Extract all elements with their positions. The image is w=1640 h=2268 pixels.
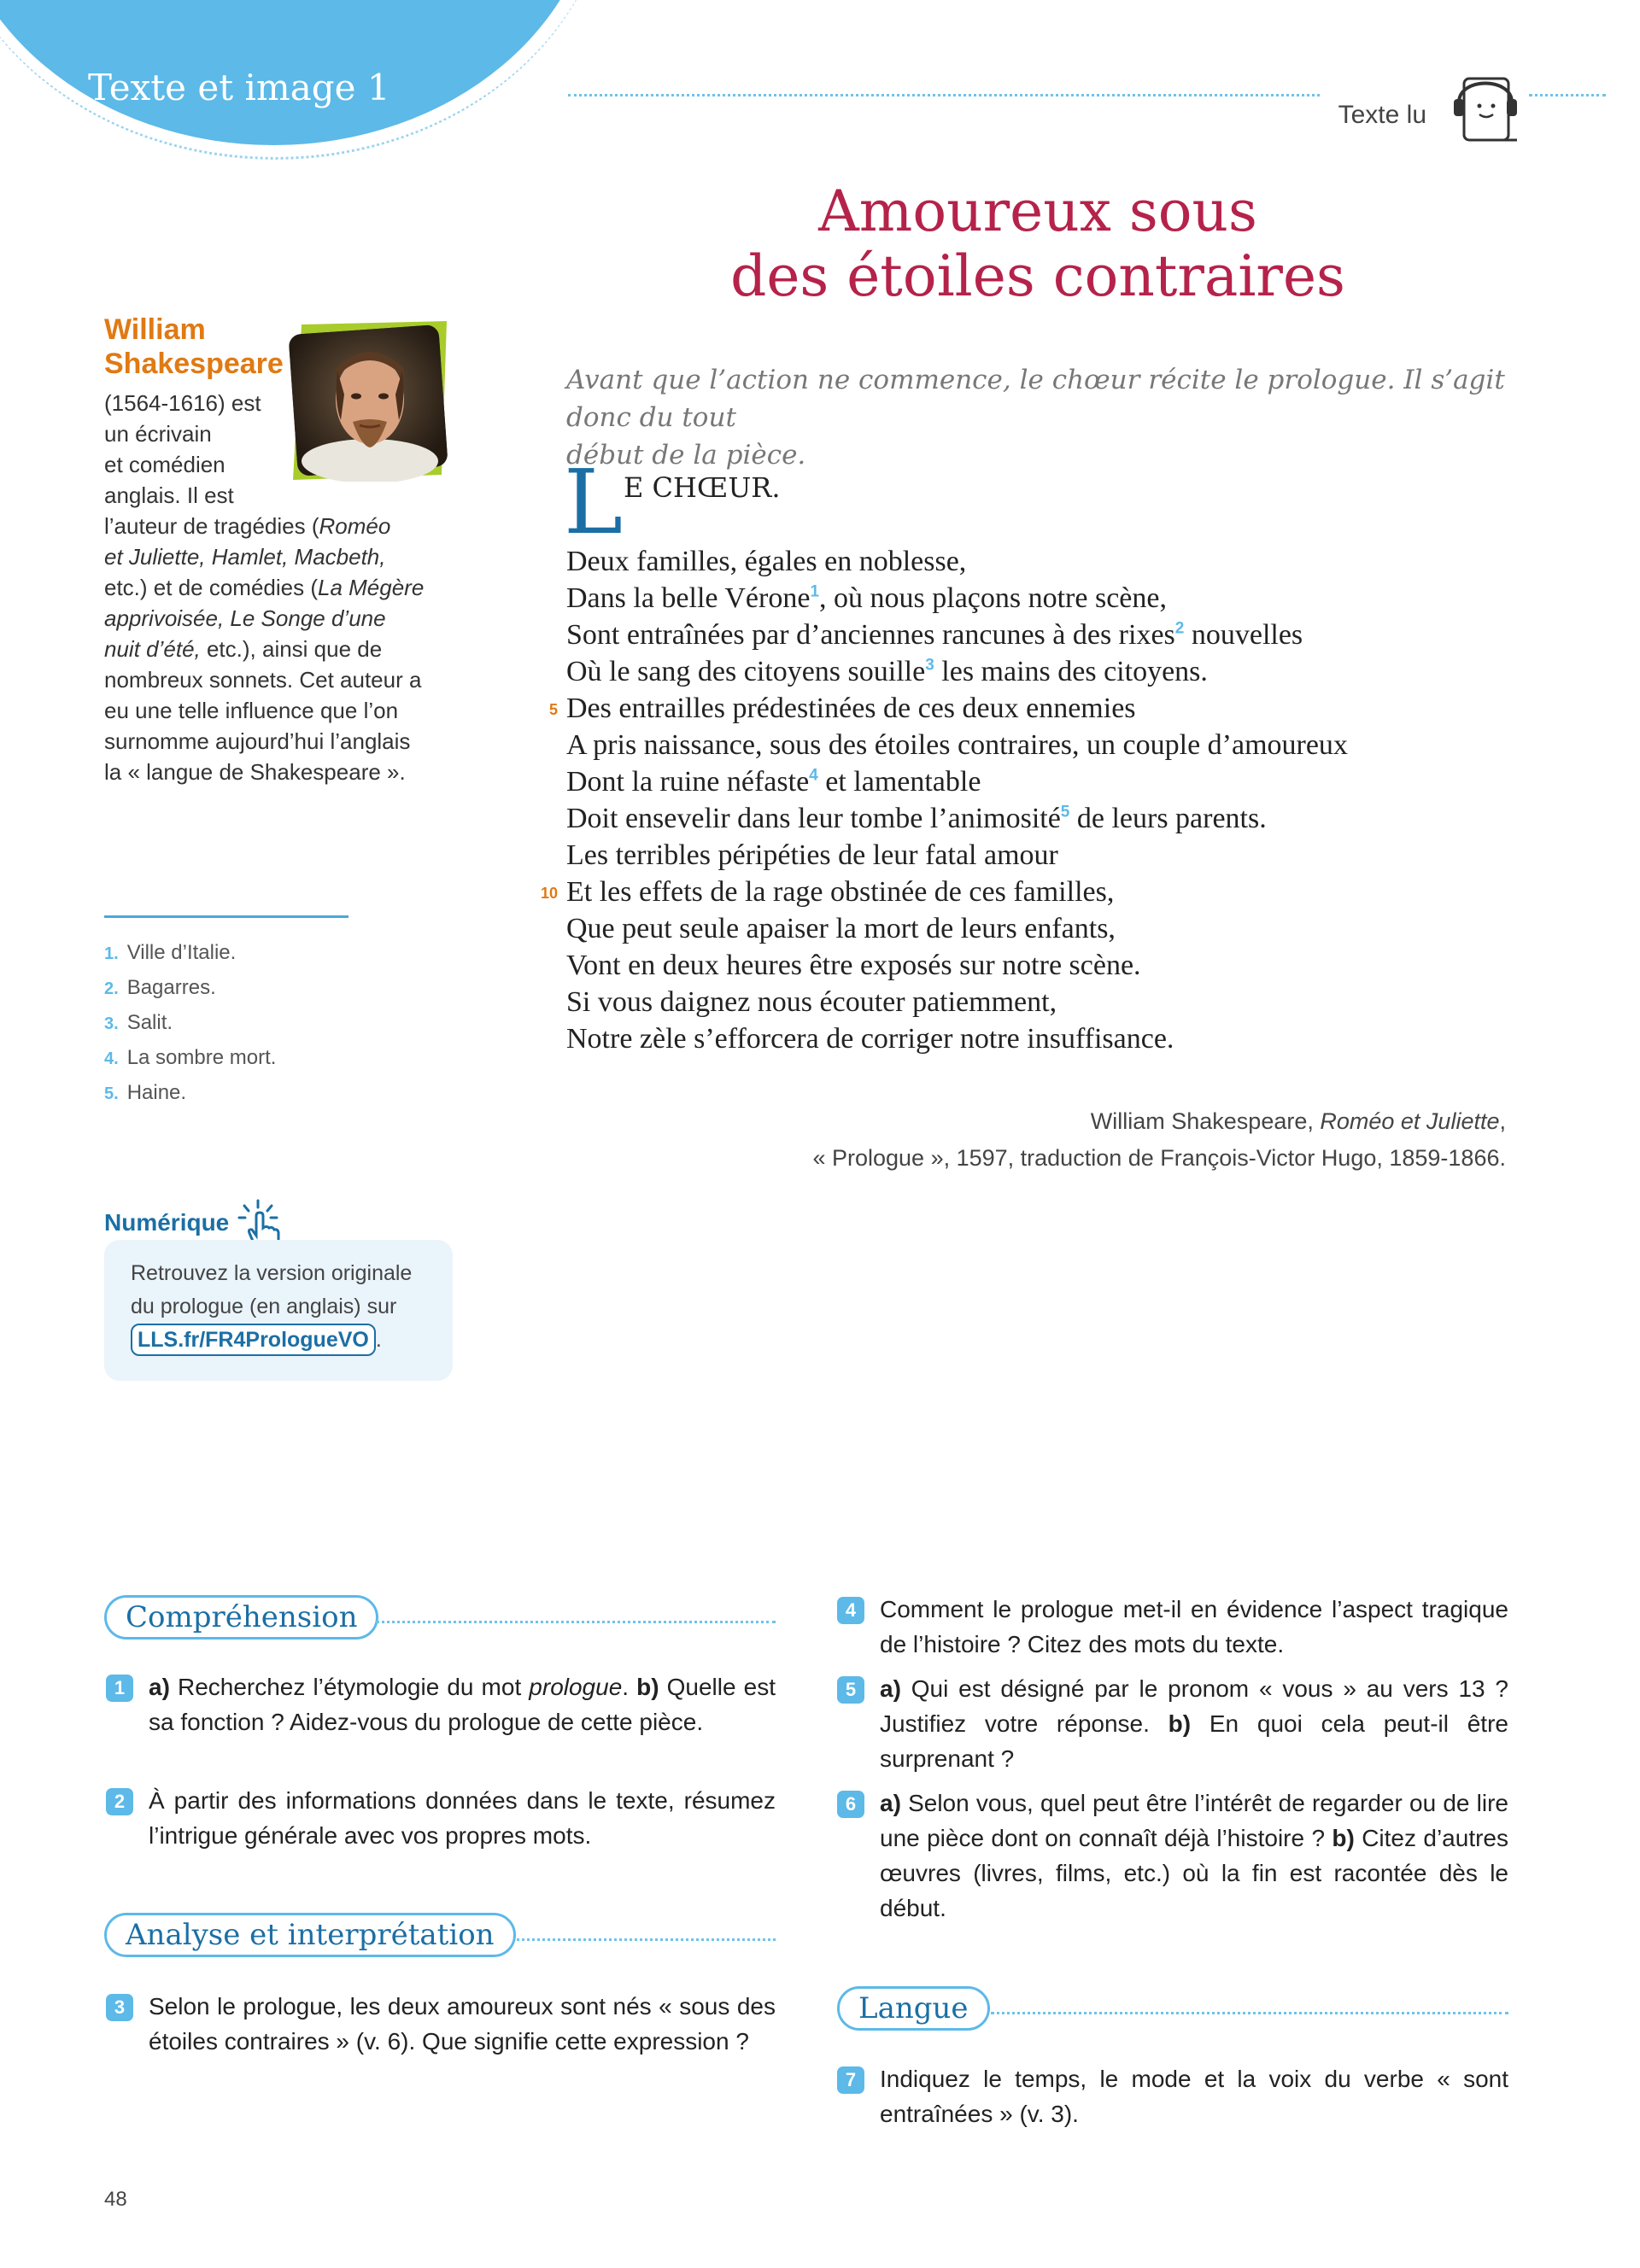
verse-line (566, 1020, 1348, 1057)
verse-line (548, 690, 1348, 727)
verse-line (566, 837, 1348, 874)
footnote-item (104, 1076, 276, 1111)
numerique-line (131, 1324, 438, 1357)
audio-label[interactable]: Texte lu (1338, 101, 1426, 129)
footnotes-divider (104, 915, 348, 918)
question-4 (845, 1592, 1508, 1662)
numerique-link[interactable]: LLS.fr/FR4PrologueVO (131, 1324, 376, 1356)
verse-text: Notre zèle s’efforcera de corriger notre insuffisance. (566, 1023, 1174, 1055)
footnote-number: 5. (104, 1084, 119, 1103)
verse-line (566, 617, 1348, 653)
footnote-text: Salit. (126, 1011, 173, 1034)
question-3 (114, 1989, 776, 2059)
footnote-item (104, 1006, 276, 1041)
question-part-label: b) (636, 1674, 659, 1700)
bio-line: la « langue de Shakespeare ». (104, 759, 406, 785)
source-text: , (1499, 1108, 1506, 1134)
footnote-item (104, 936, 276, 971)
section-analyse: Analyse et interprétation (104, 1913, 516, 1957)
author-first-name: William (104, 313, 206, 346)
footnote-text: Ville d’Italie. (126, 941, 237, 964)
section-dotted-line (991, 2012, 1508, 2014)
question-text: Recherchez l’étymologie du mot (169, 1674, 530, 1700)
question-text: Qui est désigné par le pronom « vous » au vers 13 ? Justifiez votre réponse. (880, 1675, 1508, 1737)
verse-text: les mains des citoyens. (934, 656, 1208, 687)
bio-text: etc.) et de comédies ( (104, 575, 318, 600)
bio-line (104, 541, 446, 572)
verse-line (566, 984, 1348, 1020)
title-line-1: Amoureux sous (818, 178, 1257, 244)
verse-text: Que peut seule apaiser la mort de leurs enfants, (566, 913, 1116, 944)
verse-line (566, 580, 1348, 617)
question-text: En quoi cela peut-il être surprenant ? (880, 1710, 1508, 1772)
footnote-ref[interactable]: 1 (810, 582, 820, 601)
footnote-ref[interactable]: 5 (1060, 803, 1070, 821)
footnotes-list (104, 936, 276, 1111)
verse-text: , où nous plaçons notre scène, (819, 582, 1167, 614)
question-number: 3 (106, 1994, 133, 2021)
bio-line: (1564-1616) est (104, 390, 261, 416)
intro-line: Avant que l’action ne commence, le chœur récite le prologue. Il s’agit donc du tout (566, 365, 1505, 433)
bio-text: l’auteur de tragédies ( (104, 513, 319, 539)
footnote-text: Bagarres. (126, 976, 216, 999)
question-text: Citez d’autres œuvres (livres, films, etc.) où la fin est racontée dès le début. (880, 1825, 1508, 1921)
bio-work-title: et Juliette, Hamlet, Macbeth, (104, 544, 386, 570)
bio-line: eu une telle influence que l’on (104, 698, 399, 723)
author-last-name: Shakespeare (104, 348, 284, 380)
verse-text: et lamentable (817, 766, 981, 798)
bio-work-title: Roméo (319, 513, 391, 539)
question-part-label: a) (880, 1790, 901, 1816)
question-text: Selon vous, quel peut être l’intérêt de regarder ou de lire une pièce dont on connaît déjà l’histoire ? (880, 1790, 1508, 1851)
bio-line: anglais. Il est (104, 482, 234, 508)
bio-line: un écrivain (104, 421, 212, 447)
footnote-text: Haine. (126, 1081, 187, 1104)
question-text: Quelle est sa fonction ? Aidez-vous du prologue de cette pièce. (149, 1674, 776, 1735)
bio-line: nombreux sonnets. Cet auteur a (104, 667, 422, 693)
verse-line (566, 763, 1348, 800)
verse-text: Doit ensevelir dans leur tombe l’animosité (566, 803, 1061, 834)
footnote-ref[interactable]: 2 (1174, 619, 1185, 638)
bio-text: etc.), ainsi que de (200, 636, 383, 662)
bio-line (104, 634, 446, 664)
author-bio (104, 388, 446, 787)
verse-line (566, 947, 1348, 984)
header-dotted-line (568, 94, 1320, 96)
section-langue: Langue (837, 1986, 990, 2031)
headphones-page-icon[interactable] (1452, 68, 1519, 145)
numerique-line: du prologue (en anglais) sur (131, 1295, 397, 1318)
footnote-item (104, 1041, 276, 1076)
line-number: 5 (548, 701, 558, 718)
source-text: William Shakespeare, (1090, 1108, 1321, 1134)
section-dotted-line (517, 1938, 776, 1941)
question-text: Selon le prologue, les deux amoureux sont nés « sous des étoiles contraires » (v. 6). Que signifie cette expression ? (149, 1993, 776, 2055)
numerique-label: Numérique (104, 1209, 230, 1236)
numerique-text (131, 1257, 438, 1357)
source-citation (566, 1103, 1506, 1177)
bio-line: surnomme aujourd’hui l’anglais (104, 728, 411, 754)
source-work-title: Roméo et Juliette (1320, 1108, 1500, 1134)
source-line (566, 1103, 1506, 1140)
verse-text: Où le sang des citoyens souille (566, 656, 926, 687)
question-text: . (622, 1674, 637, 1700)
verse-text: Si vous daignez nous écouter patiemment, (566, 986, 1057, 1018)
footnote-number: 2. (104, 979, 119, 998)
question-number: 7 (837, 2066, 864, 2094)
question-text: Comment le prologue met-il en évidence l’aspect tragique de l’histoire ? Citez des mots du texte. (880, 1596, 1508, 1657)
header-dotted-line-end (1529, 94, 1606, 96)
footnote-item (104, 971, 276, 1006)
verse-text: Les terribles péripéties de leur fatal amour (566, 839, 1058, 871)
section-label: Texte et image 1 (88, 67, 390, 108)
bio-line (104, 603, 446, 634)
bio-line: et comédien (104, 452, 226, 477)
question-6 (845, 1786, 1508, 1926)
footnote-text: La sombre mort. (126, 1046, 277, 1069)
question-number: 4 (837, 1597, 864, 1624)
verse-text: Vont en deux heures être exposés sur notre scène. (566, 950, 1141, 981)
footnote-ref[interactable]: 4 (809, 766, 818, 785)
footnote-number: 4. (104, 1049, 119, 1068)
question-5 (845, 1671, 1508, 1776)
question-part-label: a) (880, 1675, 901, 1702)
bio-work-title: apprivoisée, Le Songe d’une (104, 605, 386, 631)
question-part-label: b) (1168, 1710, 1192, 1737)
verse-line (566, 653, 1348, 690)
question-1 (114, 1669, 776, 1739)
verse-text: nouvelles (1184, 619, 1303, 651)
section-dotted-line (376, 1621, 776, 1623)
verse-line (566, 800, 1348, 837)
question-7 (845, 2061, 1508, 2131)
footnote-ref[interactable]: 3 (925, 656, 934, 675)
verse-text: Deux familles, égales en noblesse, (566, 546, 967, 577)
verse-line (566, 910, 1348, 947)
numerique-punct: . (375, 1328, 382, 1352)
question-part-label: a) (149, 1674, 170, 1700)
page-number: 48 (104, 2188, 127, 2211)
verse-text: de leurs parents. (1069, 803, 1267, 834)
bio-line (104, 572, 446, 603)
intro-line: début de la pièce. (566, 440, 806, 471)
verse-text: Des entrailles prédestinées de ces deux ennemies (566, 693, 1136, 724)
source-line: « Prologue », 1597, traduction de François-Victor Hugo, 1859-1866. (812, 1145, 1506, 1171)
bio-work-title: La Mégère (318, 575, 425, 600)
numerique-line: Retrouvez la version originale (131, 1261, 413, 1285)
question-part-label: b) (1332, 1825, 1355, 1851)
verse-text: Dont la ruine néfaste (566, 766, 810, 798)
verse-line (540, 874, 1348, 910)
drop-cap: L (564, 450, 624, 554)
author-name (104, 313, 309, 381)
title-line-2: des étoiles contraires (730, 243, 1345, 309)
question-2 (114, 1783, 776, 1853)
bio-line (104, 511, 446, 541)
section-comprehension: Compréhension (104, 1595, 378, 1640)
question-number: 5 (837, 1676, 864, 1704)
question-text: Indiquez le temps, le mode et la voix du verbe « sont entraînées » (v. 3). (880, 2066, 1508, 2127)
question-number: 6 (837, 1791, 864, 1818)
verse-text: Sont entraînées par d’anciennes rancunes à des rixes (566, 619, 1175, 651)
question-number: 1 (106, 1675, 133, 1702)
verse-text: Et les effets de la rage obstinée de ces familles, (566, 876, 1115, 908)
verse-text: A pris naissance, sous des étoiles contraires, un couple d’amoureux (566, 729, 1348, 761)
question-emphasis: prologue (529, 1674, 623, 1700)
footnote-number: 3. (104, 1014, 119, 1033)
footnote-number: 1. (104, 944, 119, 963)
question-text: À partir des informations données dans le texte, résumez l’intrigue générale avec vos propres mots. (149, 1787, 776, 1849)
poem-text (540, 543, 1348, 1057)
intro-text (566, 361, 1514, 474)
speaker-name: E CHŒUR. (624, 471, 781, 504)
line-number: 10 (540, 885, 558, 902)
verse-line (566, 543, 1348, 580)
question-number: 2 (106, 1788, 133, 1815)
bio-work-title: nuit d’été, (104, 636, 201, 662)
verse-line (566, 727, 1348, 763)
page-title (649, 179, 1426, 309)
verse-text: Dans la belle Vérone (566, 582, 811, 614)
